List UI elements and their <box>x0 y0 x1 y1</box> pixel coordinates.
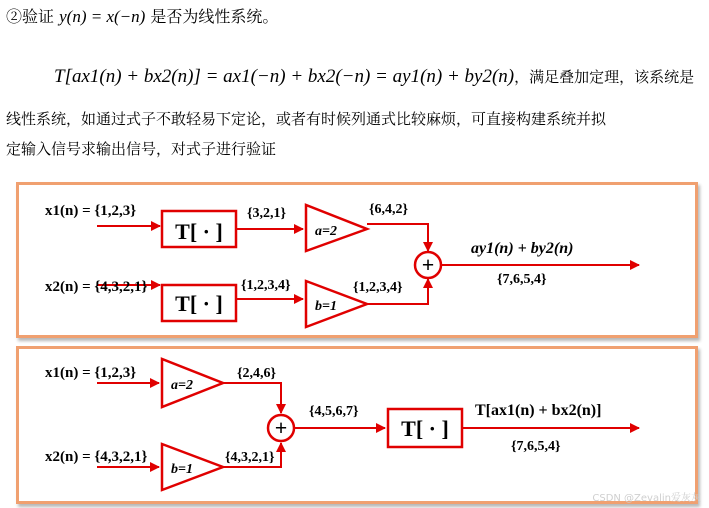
output-value: {7,6,5,4} <box>497 272 547 287</box>
paragraph-line-2: 定输入信号求输出信号，对式子进行验证 <box>6 140 277 158</box>
formula-conclusion: ，满足叠加定理，该系统是 <box>514 68 695 86</box>
gain-out-top-value: {6,4,2} <box>369 202 409 217</box>
t-out-top-value: {3,2,1} <box>247 206 287 221</box>
gain-b-label: b=1 <box>315 299 337 314</box>
t-block-bottom-label: T[ · ] <box>175 291 223 316</box>
arrow-gain-a-to-sum <box>367 224 428 251</box>
x2-label: x2(n) = {4,3,2,1} <box>45 279 148 295</box>
verify-word: 验证 <box>22 7 55 26</box>
output-value: {7,6,5,4} <box>511 439 561 454</box>
arrow-gain-a-to-sum <box>223 383 281 413</box>
superposition-formula <box>54 66 694 88</box>
x2-label: x2(n) = {4,3,2,1} <box>45 449 148 465</box>
t-block-top-label: T[ · ] <box>175 219 223 244</box>
question-text: 是否为线性系统。 <box>150 7 279 26</box>
gain-b-label: b=1 <box>171 462 193 477</box>
diagram1-svg <box>19 185 695 335</box>
output-label: ay1(n) + by2(n) <box>471 240 574 257</box>
gain-a-label: a=2 <box>315 224 337 239</box>
gain-out-bottom-value: {1,2,3,4} <box>353 280 403 295</box>
t-out-bottom-value: {1,2,3,4} <box>241 278 291 293</box>
diagram-scale-then-system <box>16 346 698 504</box>
statement-line <box>6 4 278 27</box>
explanation-paragraph <box>6 104 706 164</box>
gain-a-label: a=2 <box>171 378 193 393</box>
output-label: T[ax1(n) + bx2(n)] <box>475 402 602 419</box>
circled-number: ② <box>6 7 23 26</box>
gain-out-top-value: {2,4,6} <box>237 366 277 381</box>
plus-icon: + <box>274 415 288 440</box>
plus-icon: + <box>421 252 435 277</box>
sum-out-value: {4,5,6,7} <box>309 404 359 419</box>
x1-label: x1(n) = {1,2,3} <box>45 203 137 219</box>
system-equation: y(n) = x(−n) <box>59 7 146 26</box>
csdn-watermark: CSDN @Zevalin爱灰灰 <box>592 493 701 504</box>
diagram-system-then-scale <box>16 182 698 338</box>
formula-expression: T[ax1(n) + bx2(n)] = ax1(−n) + bx2(−n) = ay1(n) + by2(n) <box>54 66 515 87</box>
gain-out-bottom-value: {4,3,2,1} <box>225 450 275 465</box>
x1-label: x1(n) = {1,2,3} <box>45 365 137 381</box>
paragraph-line-1: 线性系统，如通过式子不敢轻易下定论，或者有时候列通式比较麻烦，可直接构建系统并拟 <box>6 110 607 128</box>
diagram2-svg <box>19 349 695 501</box>
t-block-label: T[ · ] <box>401 416 449 441</box>
